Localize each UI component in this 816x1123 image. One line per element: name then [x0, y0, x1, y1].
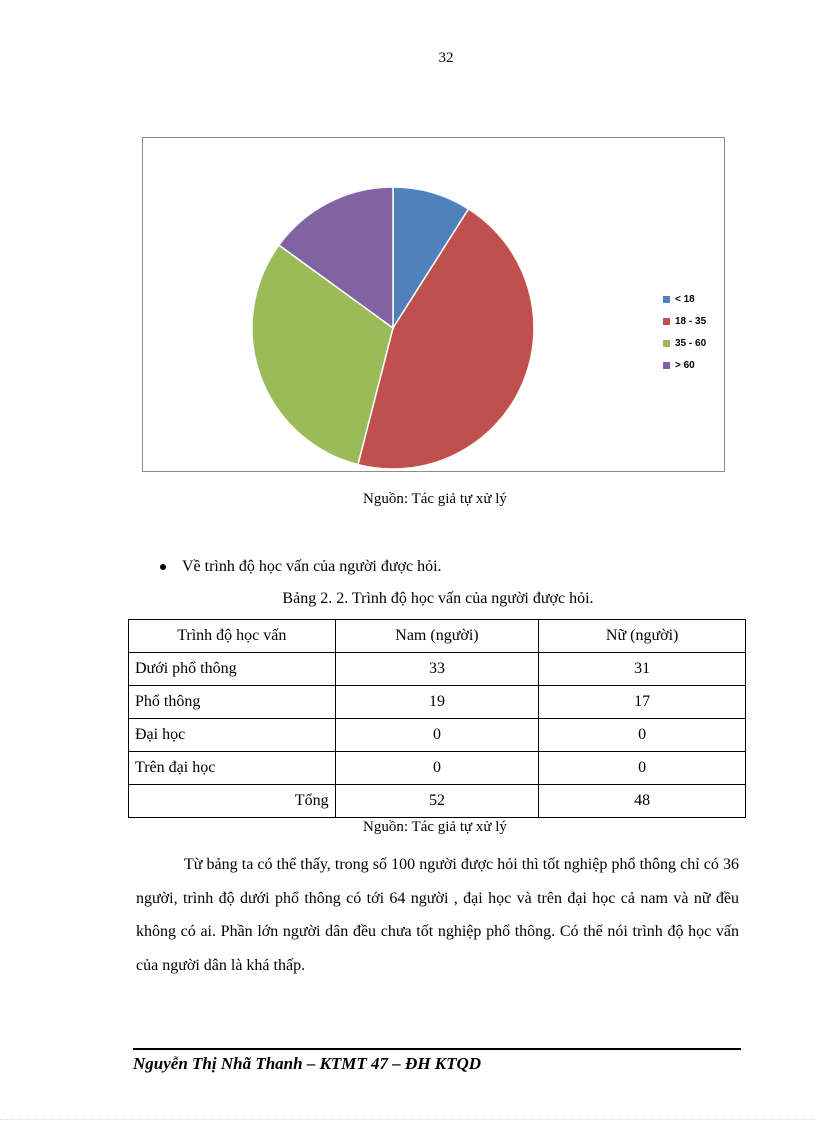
table-cell: 0 — [539, 719, 746, 752]
legend-swatch — [663, 362, 670, 369]
legend-item — [663, 354, 706, 376]
legend-label: > 60 — [675, 359, 695, 371]
legend-swatch — [663, 340, 670, 347]
table-cell: 31 — [539, 653, 746, 686]
table-row — [129, 653, 746, 686]
table-header-row — [129, 620, 746, 653]
table-header-cell: Nữ (người) — [539, 620, 746, 653]
table-header-cell: Nam (người) — [335, 620, 539, 653]
table-title: Bảng 2. 2. Trình độ học vấn của người được hỏi. — [282, 590, 594, 607]
table-cell: 19 — [335, 686, 539, 719]
table-cell: 48 — [539, 785, 746, 818]
footer-divider — [133, 1048, 741, 1050]
table-cell: 17 — [539, 686, 746, 719]
legend-item — [663, 288, 706, 310]
table-cell: Dưới phổ thông — [129, 653, 336, 686]
table-cell: 52 — [335, 785, 539, 818]
table-cell: Đại học — [129, 719, 336, 752]
pie-chart-svg — [143, 138, 726, 473]
table-cell: 33 — [335, 653, 539, 686]
chart-source-caption: Nguồn: Tác giả tự xử lý — [363, 491, 507, 507]
table-row — [129, 686, 746, 719]
education-table — [128, 619, 746, 818]
legend-item — [663, 332, 706, 354]
table-cell: Tổng — [129, 785, 336, 818]
table-cell: 0 — [539, 752, 746, 785]
table-cell: 0 — [335, 752, 539, 785]
bullet-item — [160, 558, 442, 576]
legend-label: < 18 — [675, 293, 695, 305]
table-source-caption: Nguồn: Tác giả tự xử lý — [363, 819, 507, 835]
bullet-text: Về trình độ học vấn của người được hỏi. — [182, 558, 442, 575]
table-header-cell: Trình độ học vấn — [129, 620, 336, 653]
page-edge-divider — [0, 1119, 816, 1120]
legend-swatch — [663, 318, 670, 325]
table-cell: 0 — [335, 719, 539, 752]
table-row — [129, 719, 746, 752]
footer-author: Nguyễn Thị Nhã Thanh – KTMT 47 – ĐH KTQD — [133, 1054, 482, 1073]
paragraph-text: Từ bảng ta có thể thấy, trong số 100 người được hỏi thì tốt nghiệp phổ thông chỉ có 36 người, trình độ dưới phổ thông có tới 64 người , đại học và trên đại học cả nam và nữ đều không có ai. Phần lớn người dân đều chưa tốt nghiệp phổ thông. Có thể nói trình độ học vấn của người dân là khá thấp. — [136, 856, 739, 974]
body-paragraph — [136, 848, 739, 982]
table-cell: Phổ thông — [129, 686, 336, 719]
legend-swatch — [663, 296, 670, 303]
table-row — [129, 752, 746, 785]
legend-label: 35 - 60 — [675, 337, 707, 349]
legend-item — [663, 310, 706, 332]
table-cell: Trên đại học — [129, 752, 336, 785]
table-total-row — [129, 785, 746, 818]
legend-label: 18 - 35 — [675, 315, 707, 327]
bullet-icon — [160, 564, 166, 570]
chart-legend — [663, 288, 706, 376]
page-number: 32 — [438, 50, 454, 66]
pie-chart — [142, 137, 725, 472]
